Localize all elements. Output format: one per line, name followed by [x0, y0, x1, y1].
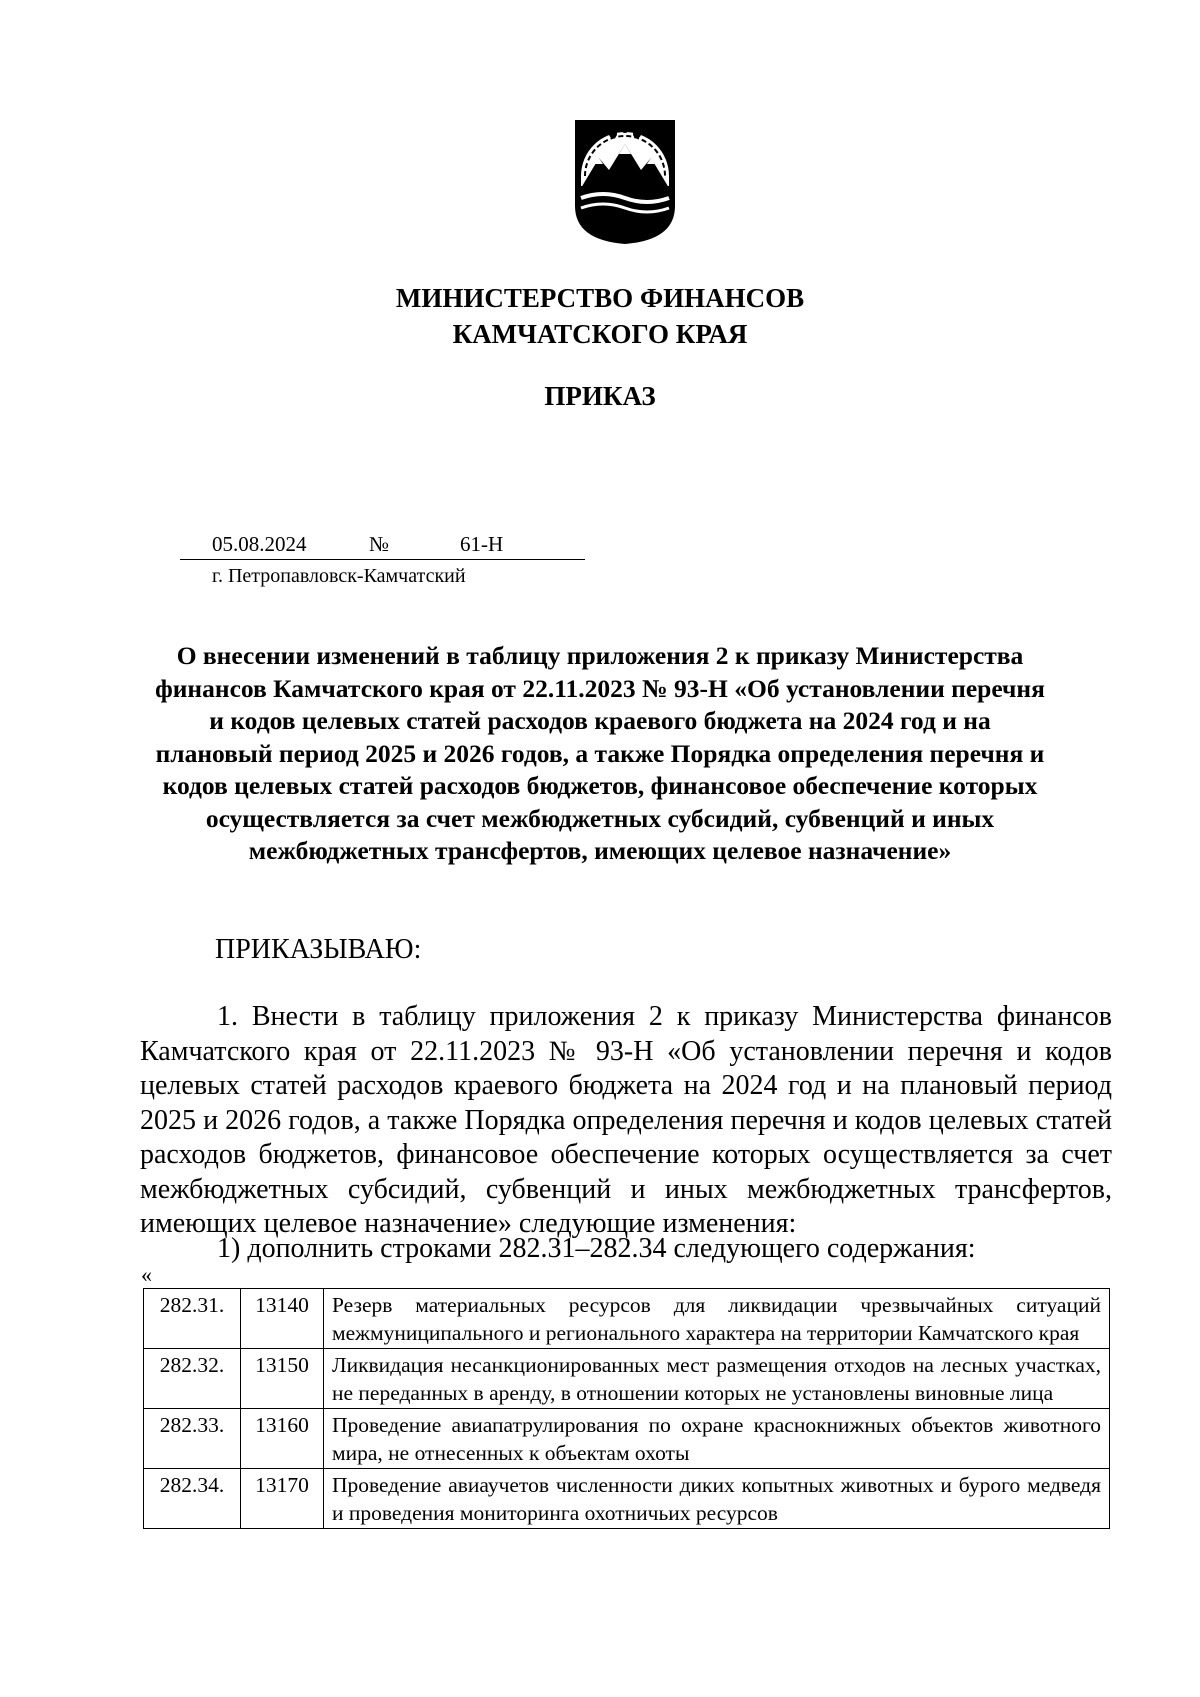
name-cell: Проведение авиапатрулирования по охране краснокнижных объектов животного мира, не отнесенных к объектам охоты	[324, 1409, 1110, 1469]
order-verb: ПРИКАЗЫВАЮ:	[215, 934, 422, 965]
paragraph-1: 1. Внести в таблицу приложения 2 к приказу Министерства финансов Камчатского края от 22.11.2023 № 93-Н «Об установлении перечня и кодов целевых статей расходов краевого бюджета на 2024 год и на плановый период 2025 и 2026 годов, а также Порядка определения перечня и кодов целевых статей расходов бюджетов, финансовое обеспечение которых осуществляется за счет межбюджетных субсидий, субвенций и иных межбюджетных трансфертов, имеющих целевое назначение» следующие изменения:	[140, 1001, 1112, 1239]
code-cell: 13150	[241, 1349, 324, 1409]
table-row	[144, 1349, 1110, 1409]
name-cell: Резерв материальных ресурсов для ликвидации чрезвычайных ситуаций межмуниципального и регионального характера на территории Камчатского края	[324, 1289, 1110, 1349]
code-cell: 13170	[241, 1469, 324, 1529]
ministry-name	[0, 280, 1200, 352]
order-date: 05.08.2024	[212, 532, 307, 556]
changes-table	[143, 1288, 1110, 1529]
code-cell: 13140	[241, 1289, 324, 1349]
row-number-cell: 282.31.	[144, 1289, 241, 1349]
order-city: г. Петропавловск-Камчатский	[212, 565, 466, 587]
ministry-name-line1: МИНИСТЕРСТВО ФИНАНСОВ	[395, 283, 805, 313]
row-number-cell: 282.33.	[144, 1409, 241, 1469]
subparagraph-1: 1) дополнить строками 282.31–282.34 следующего содержания:	[217, 1233, 976, 1264]
date-number-underline	[180, 559, 585, 560]
row-number-cell: 282.32.	[144, 1349, 241, 1409]
kamchatka-coat-of-arms-icon	[573, 114, 677, 246]
number-sign: №	[369, 532, 390, 556]
name-cell: Проведение авиаучетов численности диких копытных животных и бурого медведя и проведения мониторинга охотничьих ресурсов	[324, 1469, 1110, 1529]
table-row	[144, 1289, 1110, 1349]
table-row	[144, 1409, 1110, 1469]
order-number: 61-Н	[460, 532, 504, 556]
code-cell: 13160	[241, 1409, 324, 1469]
ministry-name-line2: КАМЧАТСКОГО КРАЯ	[452, 319, 748, 349]
row-number-cell: 282.34.	[144, 1469, 241, 1529]
document-type: ПРИКАЗ	[544, 381, 656, 411]
quote-open: «	[141, 1262, 152, 1287]
name-cell: Ликвидация несанкционированных мест размещения отходов на лесных участках, не переданных в аренду, в отношении которых не установлены виновные лица	[324, 1349, 1110, 1409]
table-row	[144, 1469, 1110, 1529]
document-title: О внесении изменений в таблицу приложения 2 к приказу Министерства финансов Камчатского края от 22.11.2023 № 93-Н «Об установлении перечня и кодов целевых статей расходов краевого бюджета на 2024 год и на плановый период 2025 и 2026 годов, а также Порядка определения перечня и кодов целевых статей расходов бюджетов, финансовое обеспечение которых осуществляется за счет межбюджетных субсидий, субвенций и иных межбюджетных трансфертов, имеющих целевое назначение»	[155, 641, 1045, 865]
